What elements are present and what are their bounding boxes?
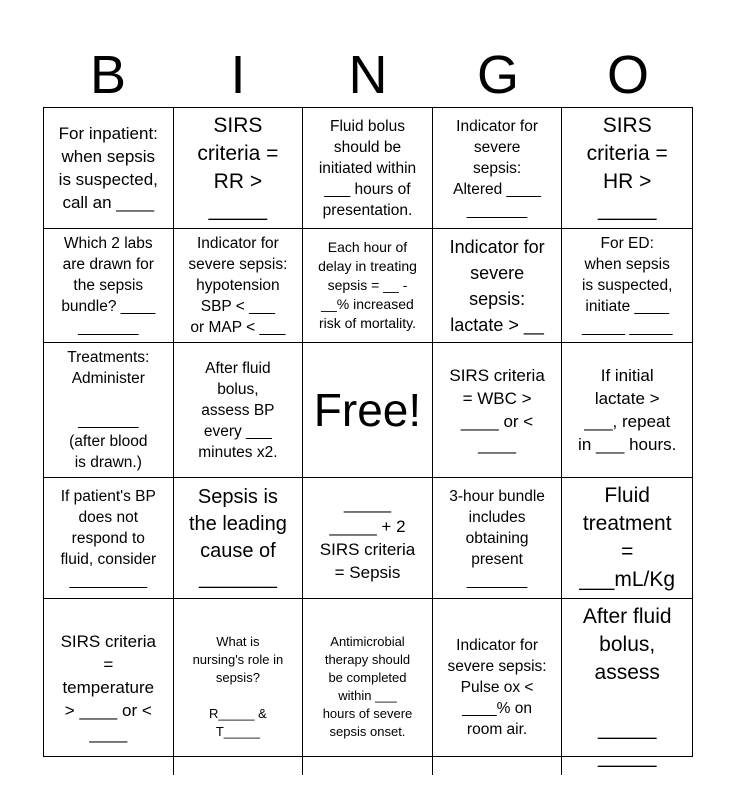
bingo-cell[interactable] <box>433 108 563 229</box>
header-letter-i: I <box>230 45 246 105</box>
free-text: Free! <box>313 384 422 436</box>
cell-text: SIRS criteria = HR > _____ <box>586 114 668 221</box>
cell-text: Which 2 labs are drawn for the sepsis bundle? ____ _______ <box>61 235 156 336</box>
cell-text: _____ _____ + 2 SIRS criteria = Sepsis <box>319 494 416 582</box>
bingo-cell[interactable] <box>433 599 563 775</box>
cell-text: Antimicrobial therapy should be completed within ___ hours of severe sepsis onset. <box>322 634 413 739</box>
bingo-cell[interactable] <box>562 108 692 229</box>
cell-text: SIRS criteria = RR > _____ <box>197 114 279 221</box>
bingo-cell[interactable] <box>44 108 174 229</box>
bingo-cell[interactable] <box>174 599 304 775</box>
cell-text: After fluid bolus, assess _____ _____ <box>582 605 672 768</box>
bingo-header <box>43 44 693 106</box>
cell-text: What is nursing's role in sepsis? R_____ & T_____ <box>192 634 284 739</box>
bingo-cell[interactable] <box>174 343 304 478</box>
bingo-cell[interactable] <box>303 478 433 599</box>
cell-text: SIRS criteria = WBC > ____ or < ____ <box>449 366 545 454</box>
free-space[interactable] <box>303 343 433 478</box>
bingo-cell[interactable] <box>44 478 174 599</box>
bingo-cell[interactable] <box>174 229 304 343</box>
bingo-cell[interactable] <box>174 478 304 599</box>
cell-text: After fluid bolus, assess BP every ___ minutes x2. <box>198 359 278 461</box>
bingo-cell[interactable] <box>433 229 563 343</box>
cell-text: Sepsis is the leading cause of _______ <box>188 486 287 589</box>
bingo-cell[interactable] <box>433 478 563 599</box>
header-letter-o: O <box>606 45 649 105</box>
cell-text: Each hour of delay in treating sepsis = __ - __% increased risk of mortality. <box>318 239 417 331</box>
cell-text: For inpatient: when sepsis is suspected, call an ____ <box>58 124 158 212</box>
bingo-cell[interactable] <box>433 343 563 478</box>
cell-text: Indicator for severe sepsis: Altered ____ _______ <box>453 117 542 219</box>
bingo-cell[interactable] <box>303 108 433 229</box>
header-letter-n: N <box>348 45 388 105</box>
bingo-cell[interactable] <box>562 343 692 478</box>
header-letter-b: B <box>89 45 127 105</box>
header-letter-g: G <box>476 45 519 105</box>
bingo-cell[interactable] <box>562 478 692 599</box>
cell-text: Fluid bolus should be initiated within ___ hours of presentation. <box>318 117 417 219</box>
cell-text: Indicator for severe sepsis: lactate > __ <box>449 236 545 335</box>
cell-text: Treatments: Administer _______ (after blood is drawn.) <box>67 349 150 471</box>
cell-text: If initial lactate > ___, repeat in ___ hours. <box>578 366 677 454</box>
bingo-cell[interactable] <box>44 229 174 343</box>
cell-text: If patient's BP does not respond to fluid, consider _________ <box>60 487 157 589</box>
cell-text: Indicator for severe sepsis: Pulse ox < ____% on room air. <box>447 636 547 738</box>
cell-text: For ED: when sepsis is suspected, initiate ____ _____ _____ <box>581 235 673 336</box>
cell-text: Indicator for severe sepsis: hypotension SBP < ___ or MAP < ___ <box>188 235 288 336</box>
bingo-cell[interactable] <box>44 343 174 478</box>
bingo-cell[interactable] <box>562 229 692 343</box>
bingo-cell[interactable] <box>303 599 433 775</box>
cell-text: Fluid treatment = ___mL/Kg <box>579 484 676 591</box>
cell-text: 3-hour bundle includes obtaining present _______ <box>449 487 545 589</box>
bingo-grid <box>43 107 693 768</box>
bingo-cell[interactable] <box>174 108 304 229</box>
bingo-cell[interactable] <box>562 599 692 775</box>
cell-text: SIRS criteria = temperature > ____ or < ____ <box>60 631 156 743</box>
bingo-cell[interactable] <box>44 599 174 775</box>
bingo-cell[interactable] <box>303 229 433 343</box>
